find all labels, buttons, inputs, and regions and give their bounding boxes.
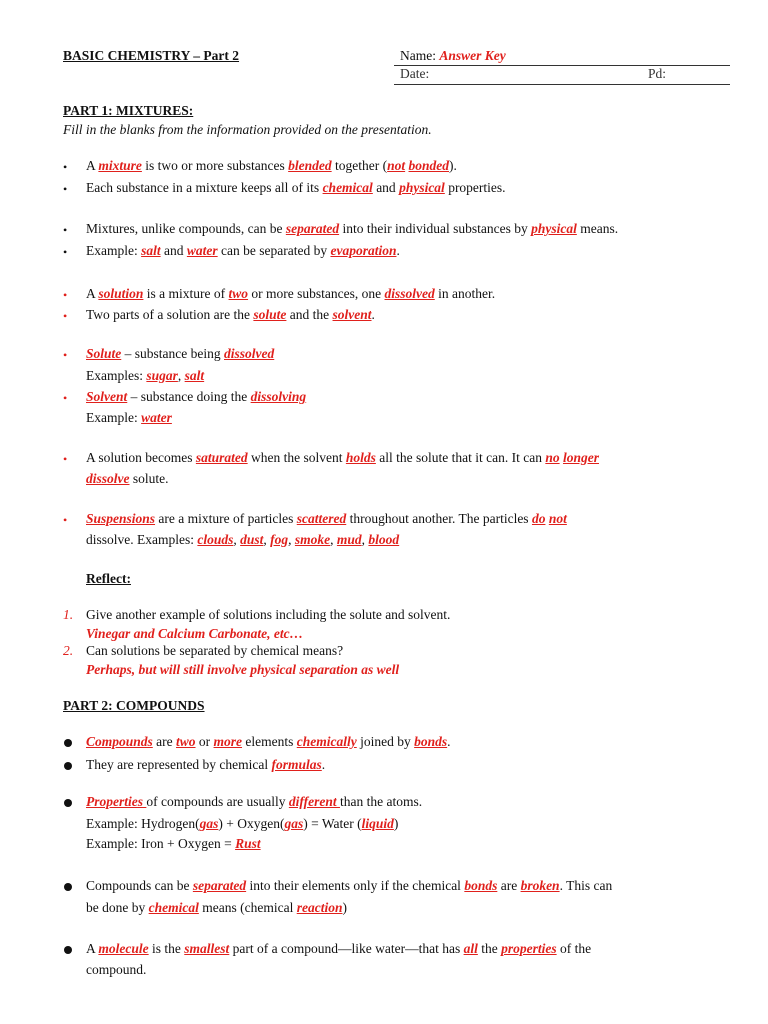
compound-formulas: They are represented by chemical formulas. [86, 757, 326, 772]
saturated-continued: dissolve solute. [86, 471, 169, 486]
bullet-icon: • [63, 182, 68, 196]
suspension-definition: Suspensions are a mixture of particles scattered throughout another. The particles do not [86, 511, 567, 526]
name-label: Name: [400, 48, 436, 63]
bullet-icon [64, 883, 72, 891]
bullet-icon: • [63, 288, 68, 302]
saturated-definition: A solution becomes saturated when the solvent holds all the solute that it can. It can no longer [86, 450, 599, 465]
worksheet-title: BASIC CHEMISTRY – Part 2 [63, 48, 240, 63]
solvent-example: Example: water [86, 410, 172, 425]
molecule-definition: A molecule is the smallest part of a compound—like water—that has all the properties of the [86, 941, 592, 956]
bullet-icon: • [63, 452, 68, 466]
bullet-icon: • [63, 245, 68, 259]
solute-definition: Solute – substance being dissolved [86, 346, 275, 361]
part1-heading: PART 1: MIXTURES: [63, 103, 194, 118]
part2-heading: PART 2: COMPOUNDS [63, 698, 205, 713]
compound-definition: Compounds are two or more elements chemically joined by bonds. [86, 734, 451, 749]
date-rule [394, 84, 730, 85]
question-number: 1. [63, 607, 74, 622]
bullet-icon [64, 739, 72, 747]
mixture-definition: A mixture is two or more substances blended together (not bonded). [86, 158, 457, 173]
question-number: 2. [63, 643, 74, 658]
reflect-question-1: Give another example of solutions including the solute and solvent. [86, 607, 451, 622]
name-value: Answer Key [439, 48, 506, 63]
reflect-answer-2: Perhaps, but will still involve physical separation as well [86, 662, 400, 677]
name-field [400, 48, 506, 64]
bullet-icon [64, 762, 72, 770]
reflect-question-2: Can solutions be separated by chemical means? [86, 643, 344, 658]
bullet-icon: • [63, 309, 68, 323]
bullet-icon: • [63, 513, 68, 527]
name-rule [394, 65, 730, 66]
compound-example-water: Example: Hydrogen(gas) + Oxygen(gas) = Water (liquid) [86, 816, 399, 831]
solvent-definition: Solvent – substance doing the dissolving [86, 389, 307, 404]
solution-parts: Two parts of a solution are the solute and the solvent. [86, 307, 375, 322]
reflect-heading: Reflect: [86, 571, 131, 586]
compound-separation: Compounds can be separated into their elements only if the chemical bonds are broken. This can [86, 878, 613, 893]
pd-label: Pd: [648, 66, 667, 81]
compound-example-rust: Example: Iron + Oxygen = Rust [86, 836, 261, 851]
compound-separation-continued: be done by chemical means (chemical reaction) [86, 900, 347, 915]
bullet-icon [64, 946, 72, 954]
mixture-separation: Mixtures, unlike compounds, can be separated into their individual substances by physical means. [86, 221, 619, 236]
bullet-icon: • [63, 223, 68, 237]
date-label: Date: [400, 66, 430, 81]
separation-example: Example: salt and water can be separated by evaporation. [86, 243, 400, 258]
bullet-icon: • [63, 391, 68, 405]
mixture-properties: Each substance in a mixture keeps all of its chemical and physical properties. [86, 180, 506, 195]
solute-examples: Examples: sugar, salt [86, 368, 205, 383]
compound-properties: Properties of compounds are usually different than the atoms. [86, 794, 423, 809]
molecule-definition-continued: compound. [86, 962, 147, 977]
reflect-answer-1: Vinegar and Calcium Carbonate, etc… [86, 626, 304, 641]
bullet-icon: • [63, 160, 68, 174]
suspension-examples: dissolve. Examples: clouds, dust, fog, smoke, mud, blood [86, 532, 400, 547]
part1-instructions: Fill in the blanks from the information provided on the presentation. [63, 122, 432, 137]
bullet-icon [64, 799, 72, 807]
solution-definition: A solution is a mixture of two or more substances, one dissolved in another. [86, 286, 496, 301]
bullet-icon: • [63, 348, 68, 362]
